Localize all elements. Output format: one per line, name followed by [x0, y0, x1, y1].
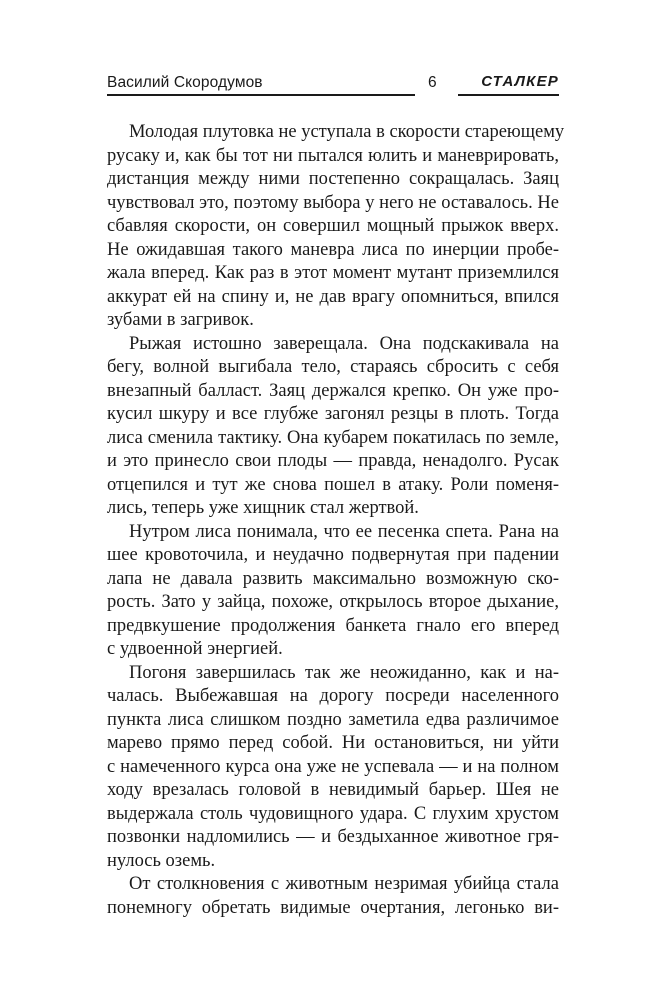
text-line: шее кровоточила, и неудачно подвернутая при падении	[107, 545, 559, 565]
text-line: лиса сменила тактику. Она кубарем покатилась по земле,	[107, 427, 559, 448]
text-line: отцепился и тут же снова пошел в атаку. Роли поменя-	[107, 474, 559, 495]
text-line: Рыжая истошно заверещала. Она подскакивала на	[129, 333, 559, 354]
text-line: Погоня завершилась так же неожиданно, как и на-	[129, 662, 559, 683]
body-text	[107, 121, 565, 920]
text-line: чалась. Выбежавшая на дорогу посреди населенного	[107, 686, 559, 706]
text-line: ходу врезалась головой в невидимый барьер. Шея не	[107, 780, 559, 800]
text-line: выдержала столь чудовищного удара. С глухим хрустом	[107, 803, 559, 824]
running-header-series: СТАЛКЕР	[481, 73, 559, 90]
text-line: с намеченного курса она уже не успевала — и на полном	[107, 756, 559, 777]
text-line: рость. Зато у зайца, похоже, открылось второе дыхание,	[107, 592, 559, 612]
text-line: и это принесло свои плоды — правда, ненадолго. Русак	[107, 451, 559, 471]
text-line: понемногу обретать видимые очертания, легонько ви-	[107, 897, 559, 918]
text-line: От столкновения с животным незримая убийца стала	[129, 874, 559, 894]
header-rule-left	[107, 94, 415, 96]
paragraph	[107, 662, 559, 874]
running-header	[107, 72, 559, 98]
text-line: русаку и, как бы тот ни пытался юлить и маневрировать,	[107, 145, 559, 166]
text-line: внезапный балласт. Заяц держался крепко. Он уже про-	[107, 380, 559, 401]
header-rule-right	[458, 94, 559, 96]
text-line: Нутром лиса понимала, что ее песенка спета. Рана на	[129, 521, 559, 542]
text-line: чувствовал это, поэтому выбора у него не оставалось. Не	[107, 192, 559, 213]
text-line: лапа не давала развить максимально возможную ско-	[107, 568, 559, 589]
text-line: аккурат ей на спину и, не дав врагу опомниться, впился	[107, 286, 559, 307]
text-line: позвонки надломились — и бездыханное животное гря-	[107, 827, 559, 847]
text-line: жала вперед. Как раз в этот момент мутант приземлился	[107, 263, 559, 283]
text-line: Не ожидавшая такого маневра лиса по инерции пробе-	[107, 239, 559, 260]
text-line: нулось оземь.	[107, 850, 216, 871]
text-line: кусил шкуру и все глубже загонял резцы в плоть. Тогда	[107, 404, 559, 424]
text-line: дистанция между ними постепенно сокращалась. Заяц	[107, 169, 559, 189]
paragraph	[107, 121, 565, 333]
text-line: пункта лиса слишком поздно заметила едва различимое	[107, 709, 559, 730]
paragraph	[107, 333, 559, 521]
text-line: зубами в загривок.	[107, 310, 254, 330]
text-line: с удвоенной энергией.	[107, 639, 283, 659]
text-line: лись, теперь уже хищник стал жертвой.	[107, 498, 419, 518]
paragraph	[107, 873, 559, 920]
text-line: предвкушение продолжения банкета гнало его вперед	[107, 615, 559, 636]
paragraph	[107, 521, 559, 662]
text-line: Молодая плутовка не уступала в скорости стареющему	[129, 122, 565, 142]
page-number: 6	[428, 74, 437, 91]
running-header-author: Василий Скородумов	[107, 74, 263, 91]
text-line: бегу, волной выгибала тело, стараясь сбросить с себя	[107, 357, 559, 377]
text-line: марево прямо перед собой. Ни остановиться, ни уйти	[107, 733, 559, 753]
text-line: сбавляя скорости, он совершил мощный прыжок вверх.	[107, 216, 559, 236]
